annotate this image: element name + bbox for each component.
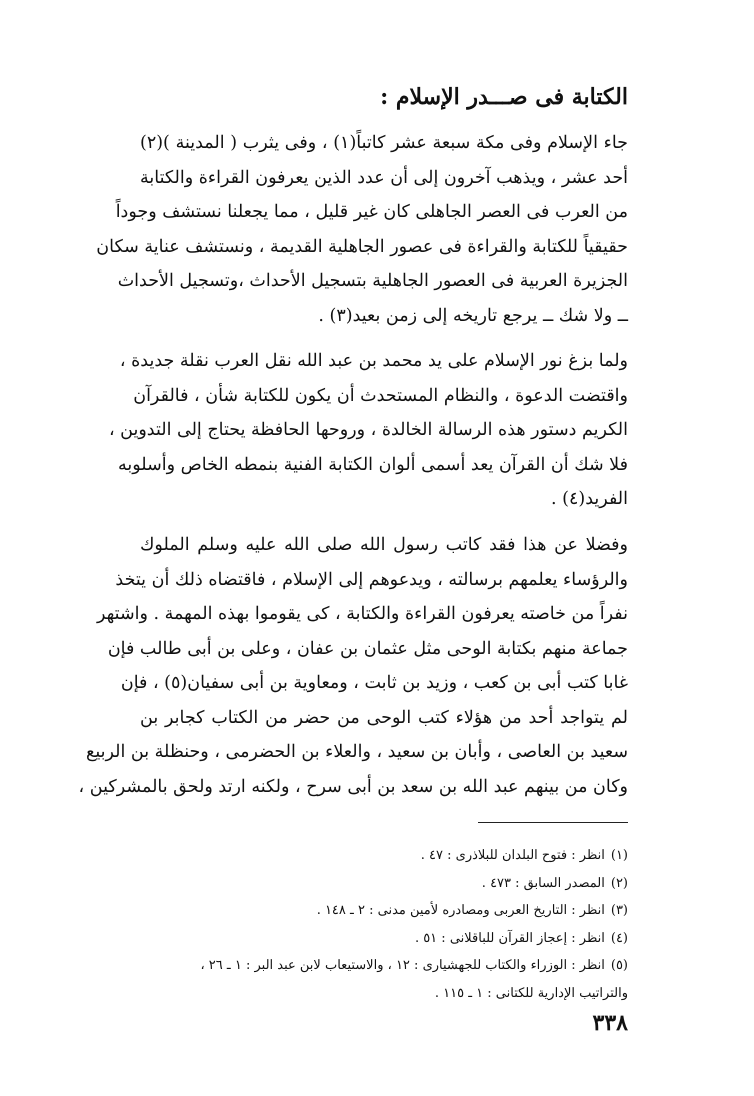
footnote-2	[108, 870, 628, 898]
paragraph-line: واقتضت الدعوة ، والنظام المستحدث أن يكون للكتابة شأن ، فالقرآن	[133, 385, 628, 406]
footnote-text: المصدر السابق : ٤٧٣ .	[481, 875, 605, 891]
footnote-4	[108, 925, 628, 953]
page-number: ٣٣٨	[592, 1010, 628, 1036]
paragraph-2	[108, 344, 628, 517]
footnote-number: (٥)	[610, 958, 628, 973]
paragraph-line: وفضلا عن هذا فقد كاتب رسول الله صلى الله عليه وسلم الملوك	[140, 535, 628, 555]
footnote-text: انظر : فتوح البلدان للبلاذرى : ٤٧ .	[420, 848, 605, 863]
paragraph-line: حقيقياً للكتابة والقراءة فى عصور الجاهلية القديمة ، ونستشف عناية سكان	[96, 236, 628, 257]
paragraph-line: والرؤساء يعلمهم برسالته ، ويدعوهم إلى الإسلام ، فاقتضاه ذلك أن يتخذ	[115, 569, 628, 590]
paragraph-line: جاء الإسلام وفى مكة سبعة عشر كاتباً(١) ، وفى يثرب ( المدينة )(٢)	[140, 133, 628, 153]
paragraph-1	[96, 126, 628, 333]
paragraph-line: جماعة منهم بكتابة الوحى مثل عثمان بن عفان ، وعلى بن أبى طالب فإن	[107, 638, 628, 659]
paragraph-line: فلا شك أن القرآن يعد أسمى ألوان الكتابة الفنية بنمطه الخاص وأسلوبه	[118, 454, 628, 475]
footnote-3	[108, 897, 628, 925]
footnote-text: انظر : الوزراء والكتاب للجهشيارى : ١٢ ، والاستيعاب لابن عبد البر : ١ ـ ٢٦ ،	[200, 958, 605, 973]
footnote-text: انظر : إعجاز القرآن للباقلانى : ٥١ .	[414, 930, 605, 946]
paragraph-3	[78, 528, 628, 804]
paragraph-line: ولما بزغ نور الإسلام على يد محمد بن عبد الله نقل العرب نقلة جديدة ،	[119, 351, 628, 371]
footnote-number: (٤)	[610, 930, 628, 946]
paragraph-line: الكريم دستور هذه الرسالة الخالدة ، وروحها الحافظة يحتاج إلى التدوين ،	[108, 420, 628, 440]
paragraph-line: أحد عشر ، ويذهب آخرون إلى أن عدد الذين يعرفون القراءة والكتابة	[140, 167, 628, 188]
footnote-text: انظر : التاريخ العربى ومصادره لأمين مدنى : ٢ ـ ١٤٨ .	[316, 903, 605, 918]
footnote-text: والتراتيب الإدارية للكتانى : ١ ـ ١١٥ .	[434, 985, 628, 1001]
paragraph-line: من العرب فى العصر الجاهلى كان غير قليل ، مما يجعلنا نستشف وجوداً	[115, 202, 628, 222]
section-heading: الكتابة فى صـــدر الإسلام :	[380, 84, 628, 110]
paragraph-line: وكان من بينهم عبد الله بن سعد بن أبى سرح ، ولكنه ارتد ولحق بالمشركين ،	[78, 776, 628, 797]
paragraph-line: لم يتواجد أحد من هؤلاء كتب الوحى من حضر من الكتاب كجابر بن	[140, 707, 628, 728]
footnote-number: (١)	[610, 848, 628, 863]
footnote-1	[108, 842, 628, 870]
footnotes	[108, 842, 628, 1007]
footnote-number: (٣)	[610, 903, 628, 918]
paragraph-line: نفراً من خاصته يعرفون القراءة والكتابة ، كى يقوموا بهذه المهمة . واشتهر	[96, 604, 628, 624]
paragraph-line: سعيد بن العاصى ، وأبان بن سعيد ، والعلاء بن الحضرمى ، وحنظلة بن الربيع	[86, 742, 628, 762]
paragraph-line: الفريد(٤) .	[551, 489, 628, 509]
footnote-5-continued	[108, 980, 628, 1008]
footnote-5	[108, 952, 628, 980]
paragraph-line: غابا كتب أبى بن كعب ، وزيد بن ثابت ، ومعاوية بن أبى سفيان(٥) ، فإن	[120, 673, 628, 693]
footnote-number: (٢)	[610, 875, 628, 891]
footnote-divider	[478, 822, 628, 823]
paragraph-line: الجزيرة العربية فى العصور الجاهلية بتسجيل الأحداث ،وتسجيل الأحداث	[117, 271, 628, 291]
paragraph-line: ــ ولا شك ــ يرجع تاريخه إلى زمن بعيد(٣) .	[318, 305, 628, 326]
